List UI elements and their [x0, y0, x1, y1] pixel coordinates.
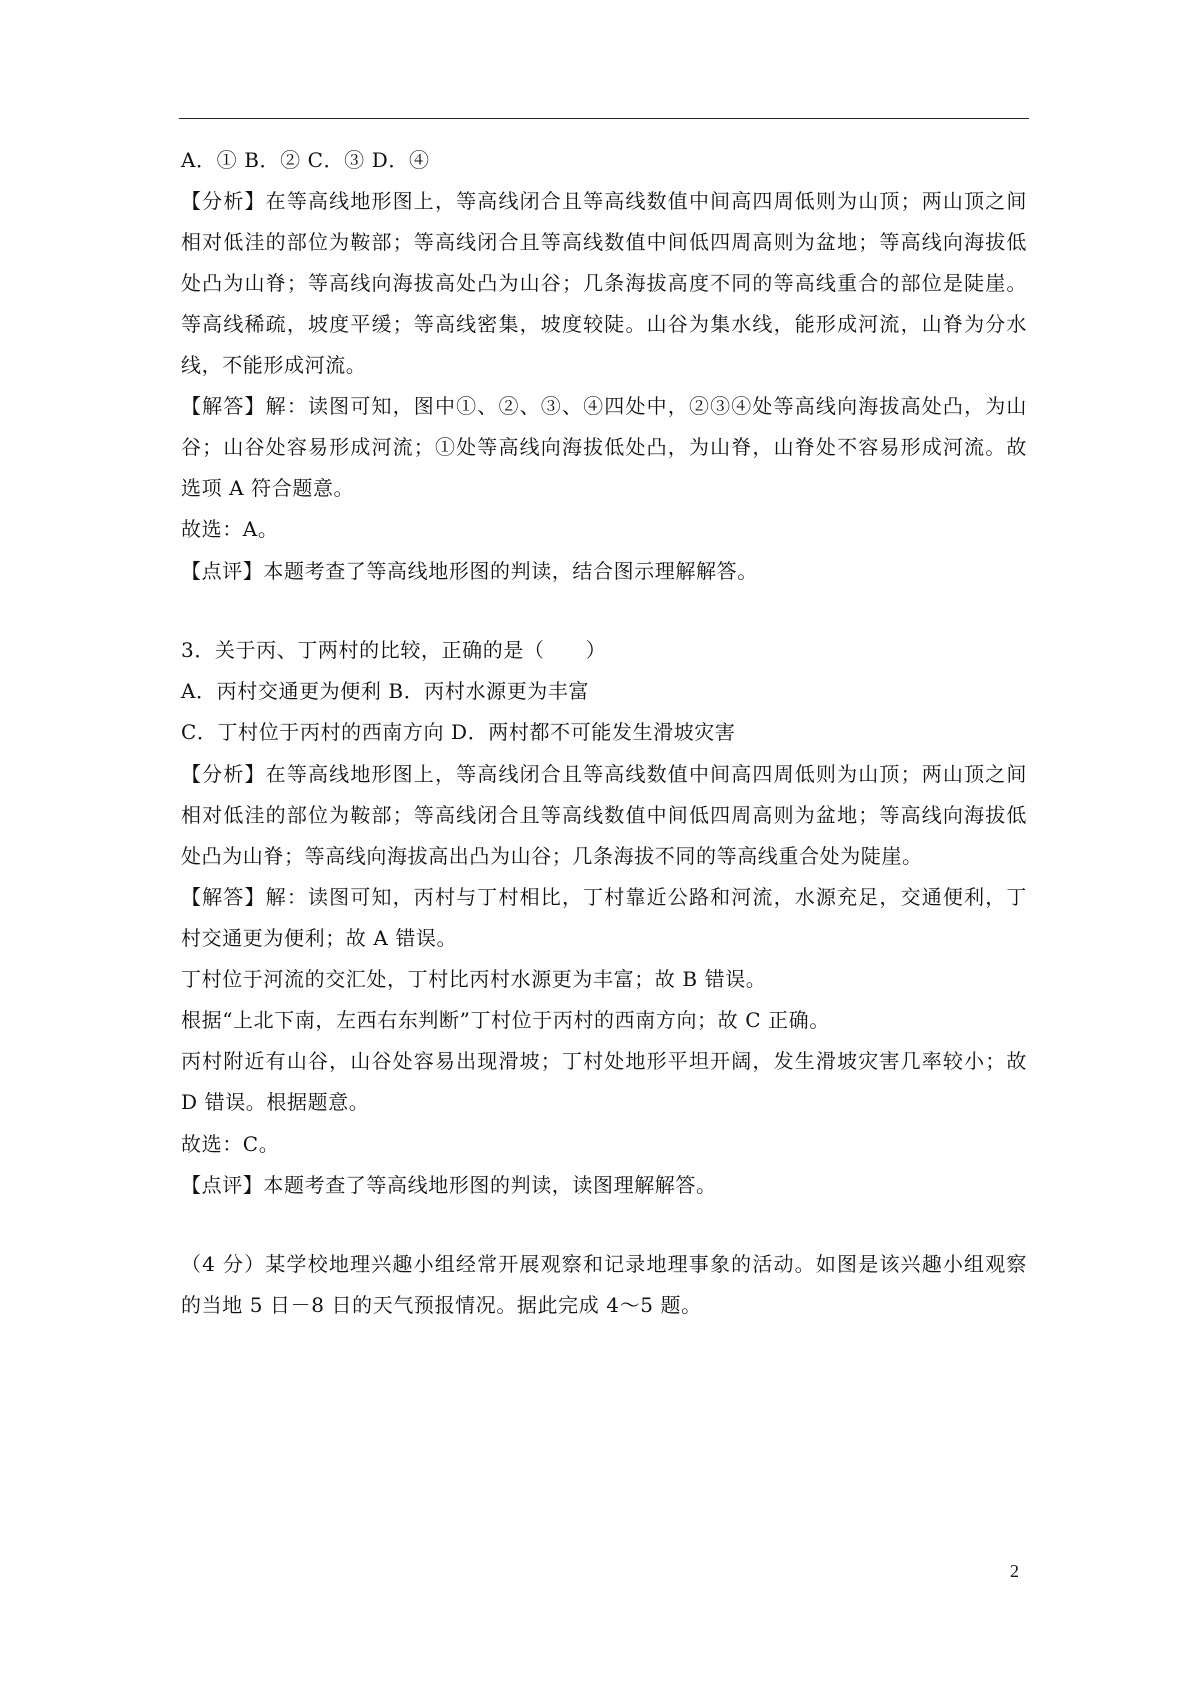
page-number: 2	[1010, 1561, 1019, 1581]
answer-line: D 错误。根据题意。	[181, 1090, 370, 1114]
analysis-line: 相对低洼的部位为鞍部；等高线闭合且等高线数值中间低四周高则为盆地；等高线向海拔低	[181, 230, 1027, 254]
analysis-line: 处凸为山脊；等高线向海拔高处凸为山谷；几条海拔高度不同的等高线重合的部位是陡崖。	[181, 271, 1027, 295]
analysis-line: 【分析】在等高线地形图上，等高线闭合且等高线数值中间高四周低则为山顶；两山顶之间	[181, 762, 1027, 786]
analysis-line: 等高线稀疏，坡度平缓；等高线密集，坡度较陡。山谷为集水线，能形成河流，山脊为分水	[181, 312, 1027, 336]
choice-line: 故选：A。	[181, 517, 279, 541]
intro-line: （4 分）某学校地理兴趣小组经常开展观察和记录地理事象的活动。如图是该兴趣小组观察	[181, 1252, 1027, 1276]
analysis-line: 线，不能形成河流。	[181, 353, 367, 377]
answer-line: 选项 A 符合题意。	[181, 476, 355, 500]
comment-line: 【点评】本题考查了等高线地形图的判读，读图理解解答。	[181, 1173, 717, 1197]
analysis-line: 处凸为山脊；等高线向海拔高出凸为山谷；几条海拔不同的等高线重合处为陡崖。	[181, 844, 923, 868]
answer-line: 谷；山谷处容易形成河流；①处等高线向海拔低处凸，为山脊，山脊处不容易形成河流。故	[181, 435, 1027, 459]
answer-line: 村交通更为便利；故 A 错误。	[181, 926, 458, 950]
intro-line: 的当地 5 日－8 日的天气预报情况。据此完成 4～5 题。	[181, 1293, 702, 1317]
option-line: A．丙村交通更为便利 B．丙村水源更为丰富	[181, 679, 590, 703]
answer-line: 丁村位于河流的交汇处，丁村比丙村水源更为丰富；故 B 错误。	[181, 967, 767, 991]
answer-line: 根据“上北下南，左西右东判断”丁村位于丙村的西南方向；故 C 正确。	[181, 1008, 830, 1032]
answer-line: 【解答】解：读图可知，丙村与丁村相比，丁村靠近公路和河流，水源充足，交通便利，丁	[181, 885, 1027, 909]
answer-line: 丙村附近有山谷，山谷处容易出现滑坡；丁村处地形平坦开阔，发生滑坡灾害几率较小；故	[181, 1049, 1027, 1073]
analysis-line: 相对低洼的部位为鞍部；等高线闭合且等高线数值中间低四周高则为盆地；等高线向海拔低	[181, 803, 1027, 827]
analysis-line: 【分析】在等高线地形图上，等高线闭合且等高线数值中间高四周低则为山顶；两山顶之间	[181, 189, 1027, 213]
choice-line: 故选：C。	[181, 1132, 280, 1156]
header-rule	[179, 118, 1029, 119]
option-line: C．丁村位于丙村的西南方向 D．两村都不可能发生滑坡灾害	[181, 720, 736, 744]
options-line: A．① B．② C．③ D．④	[181, 148, 430, 172]
answer-line: 【解答】解：读图可知，图中①、②、③、④四处中，②③④处等高线向海拔高处凸，为山	[181, 394, 1027, 418]
question-line: 3．关于丙、丁两村的比较，正确的是（ ）	[181, 638, 607, 662]
comment-line: 【点评】本题考查了等高线地形图的判读，结合图示理解解答。	[181, 559, 758, 583]
